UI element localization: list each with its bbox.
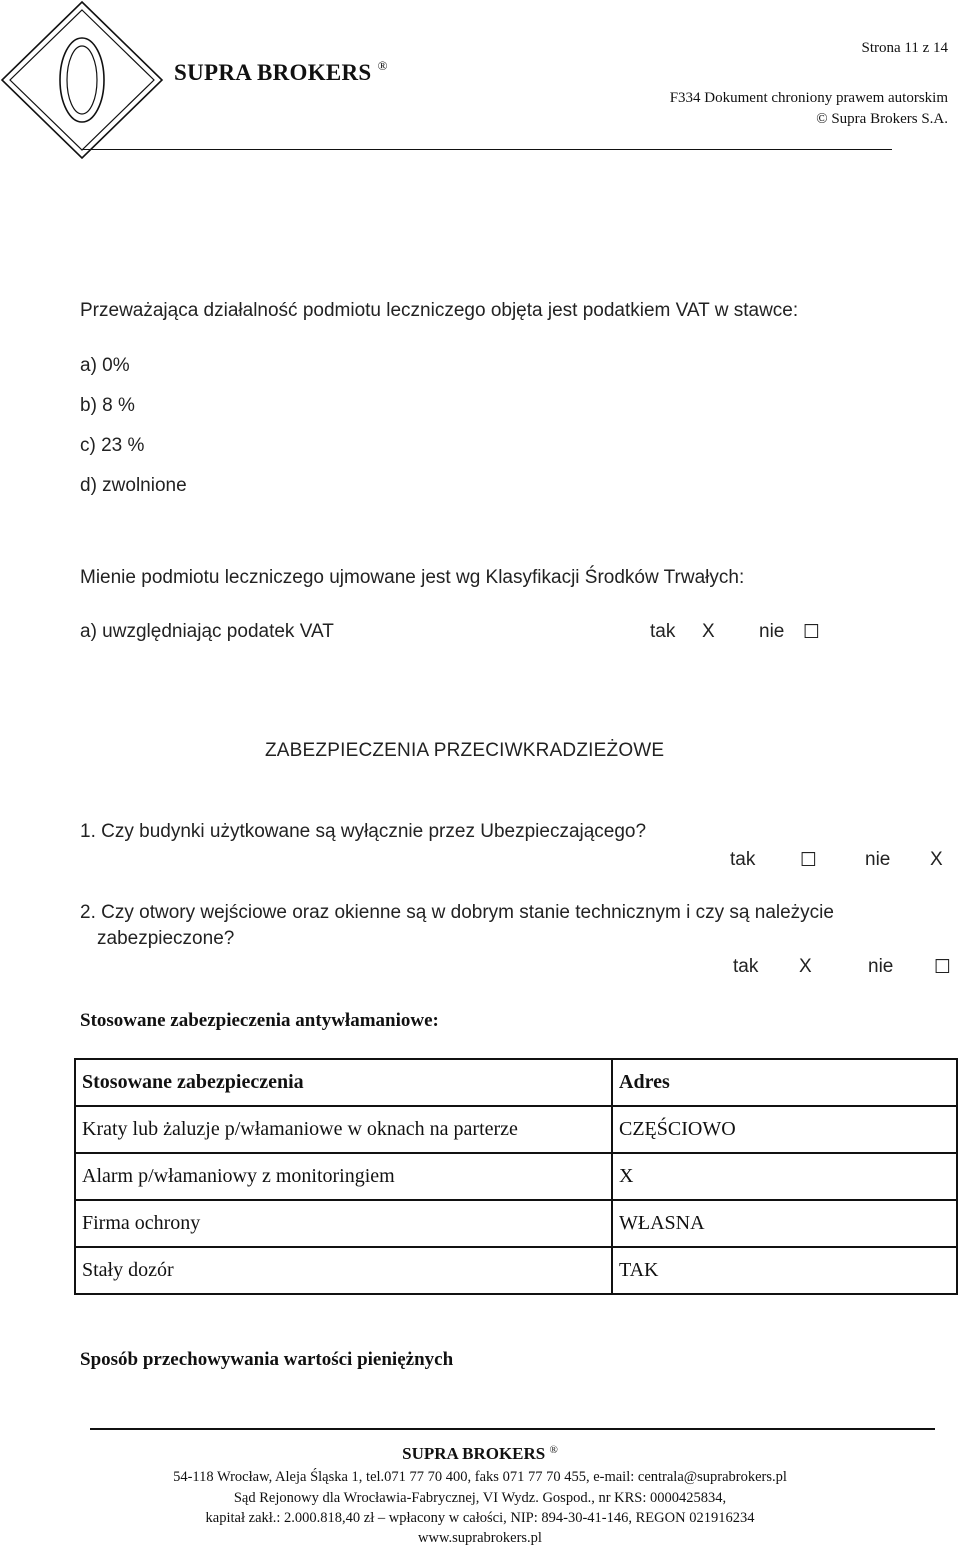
vat-option-b: b) 8 % bbox=[80, 395, 135, 416]
footer-website[interactable]: www.suprabrokers.pl bbox=[418, 1530, 542, 1546]
assets-item-vat: a) uwzględniając podatek VAT bbox=[80, 621, 334, 642]
q2-nie-label: nie bbox=[868, 956, 894, 977]
table-cell-address: X bbox=[612, 1153, 957, 1200]
page-number: Strona 11 z 14 bbox=[861, 40, 948, 56]
footer-court-registry: Sąd Rejonowy dla Wrocławia-Fabrycznej, VI Wydz. Gospod., nr KRS: 0000425834, bbox=[233, 1490, 727, 1506]
header-divider bbox=[82, 149, 892, 150]
header-brand: SUPRA BROKERS ® bbox=[174, 58, 388, 85]
assets-tak-label: tak bbox=[650, 621, 676, 642]
footer-brand: SUPRA BROKERS ® bbox=[402, 1444, 558, 1463]
cash-storage-heading: Sposób przechowywania wartości pieniężnych bbox=[80, 1349, 454, 1370]
vat-option-c: c) 23 % bbox=[80, 435, 145, 456]
assets-nie-label: nie bbox=[759, 621, 785, 642]
table-cell-address: WŁASNA bbox=[612, 1200, 957, 1247]
anti-burglary-subheading: Stosowane zabezpieczenia antywłamaniowe: bbox=[80, 1010, 439, 1031]
security-question-2: 2. Czy otwory wejściowe oraz okienne są w dobrym stanie technicznym i czy są należycie bbox=[80, 902, 834, 923]
footer-divider bbox=[90, 1428, 935, 1430]
table-cell-measure: Kraty lub żaluzje p/włamaniowe w oknach na parterze bbox=[75, 1106, 612, 1153]
table-header-address: Adres bbox=[612, 1059, 957, 1106]
vat-question: Przeważająca działalność podmiotu leczniczego objęta jest podatkiem VAT w stawce: bbox=[80, 300, 799, 321]
security-measures-table bbox=[74, 1058, 958, 1295]
assets-tak-checkbox[interactable]: X bbox=[702, 621, 715, 642]
assets-nie-checkbox[interactable]: ☐ bbox=[803, 622, 821, 643]
vat-option-d: d) zwolnione bbox=[80, 475, 187, 496]
q1-tak-label: tak bbox=[730, 849, 756, 870]
security-heading: ZABEZPIECZENIA PRZECIWKRADZIEŻOWE bbox=[265, 740, 665, 761]
footer-address: 54-118 Wrocław, Aleja Śląska 1, tel.071 77 70 400, faks 071 77 70 455, e-mail: centrala@suprabrokers.pl bbox=[173, 1469, 787, 1485]
table-cell-address: TAK bbox=[612, 1247, 957, 1294]
table-row bbox=[75, 1153, 957, 1200]
table-cell-measure: Alarm p/włamaniowy z monitoringiem bbox=[75, 1153, 612, 1200]
table-cell-address: CZĘŚCIOWO bbox=[612, 1106, 957, 1153]
q1-nie-checkbox[interactable]: X bbox=[930, 849, 943, 870]
document-copyright-note: F334 Dokument chroniony prawem autorskim bbox=[669, 90, 948, 106]
q1-tak-checkbox[interactable]: ☐ bbox=[800, 850, 818, 871]
table-header-measures: Stosowane zabezpieczenia bbox=[75, 1059, 612, 1106]
supra-brokers-logo bbox=[0, 0, 170, 160]
security-question-2-cont: zabezpieczone? bbox=[97, 928, 235, 949]
q2-tak-label: tak bbox=[733, 956, 759, 977]
table-cell-measure: Firma ochrony bbox=[75, 1200, 612, 1247]
table-row bbox=[75, 1247, 957, 1294]
table-row bbox=[75, 1106, 957, 1153]
security-question-1: 1. Czy budynki użytkowane są wyłącznie przez Ubezpieczającego? bbox=[80, 821, 647, 842]
copyright-line: © Supra Brokers S.A. bbox=[816, 111, 948, 127]
assets-question: Mienie podmiotu leczniczego ujmowane jest wg Klasyfikacji Środków Trwałych: bbox=[80, 567, 745, 588]
table-row bbox=[75, 1200, 957, 1247]
table-cell-measure: Stały dozór bbox=[75, 1247, 612, 1294]
q2-tak-checkbox[interactable]: X bbox=[799, 956, 812, 977]
q2-nie-checkbox[interactable]: ☐ bbox=[934, 957, 952, 978]
vat-option-a: a) 0% bbox=[80, 355, 130, 376]
footer-capital: kapitał zakł.: 2.000.818,40 zł – wpłacony w całości, NIP: 894-30-41-146, REGON 021916234 bbox=[205, 1510, 755, 1526]
table-header-row bbox=[75, 1059, 957, 1106]
q1-nie-label: nie bbox=[865, 849, 891, 870]
